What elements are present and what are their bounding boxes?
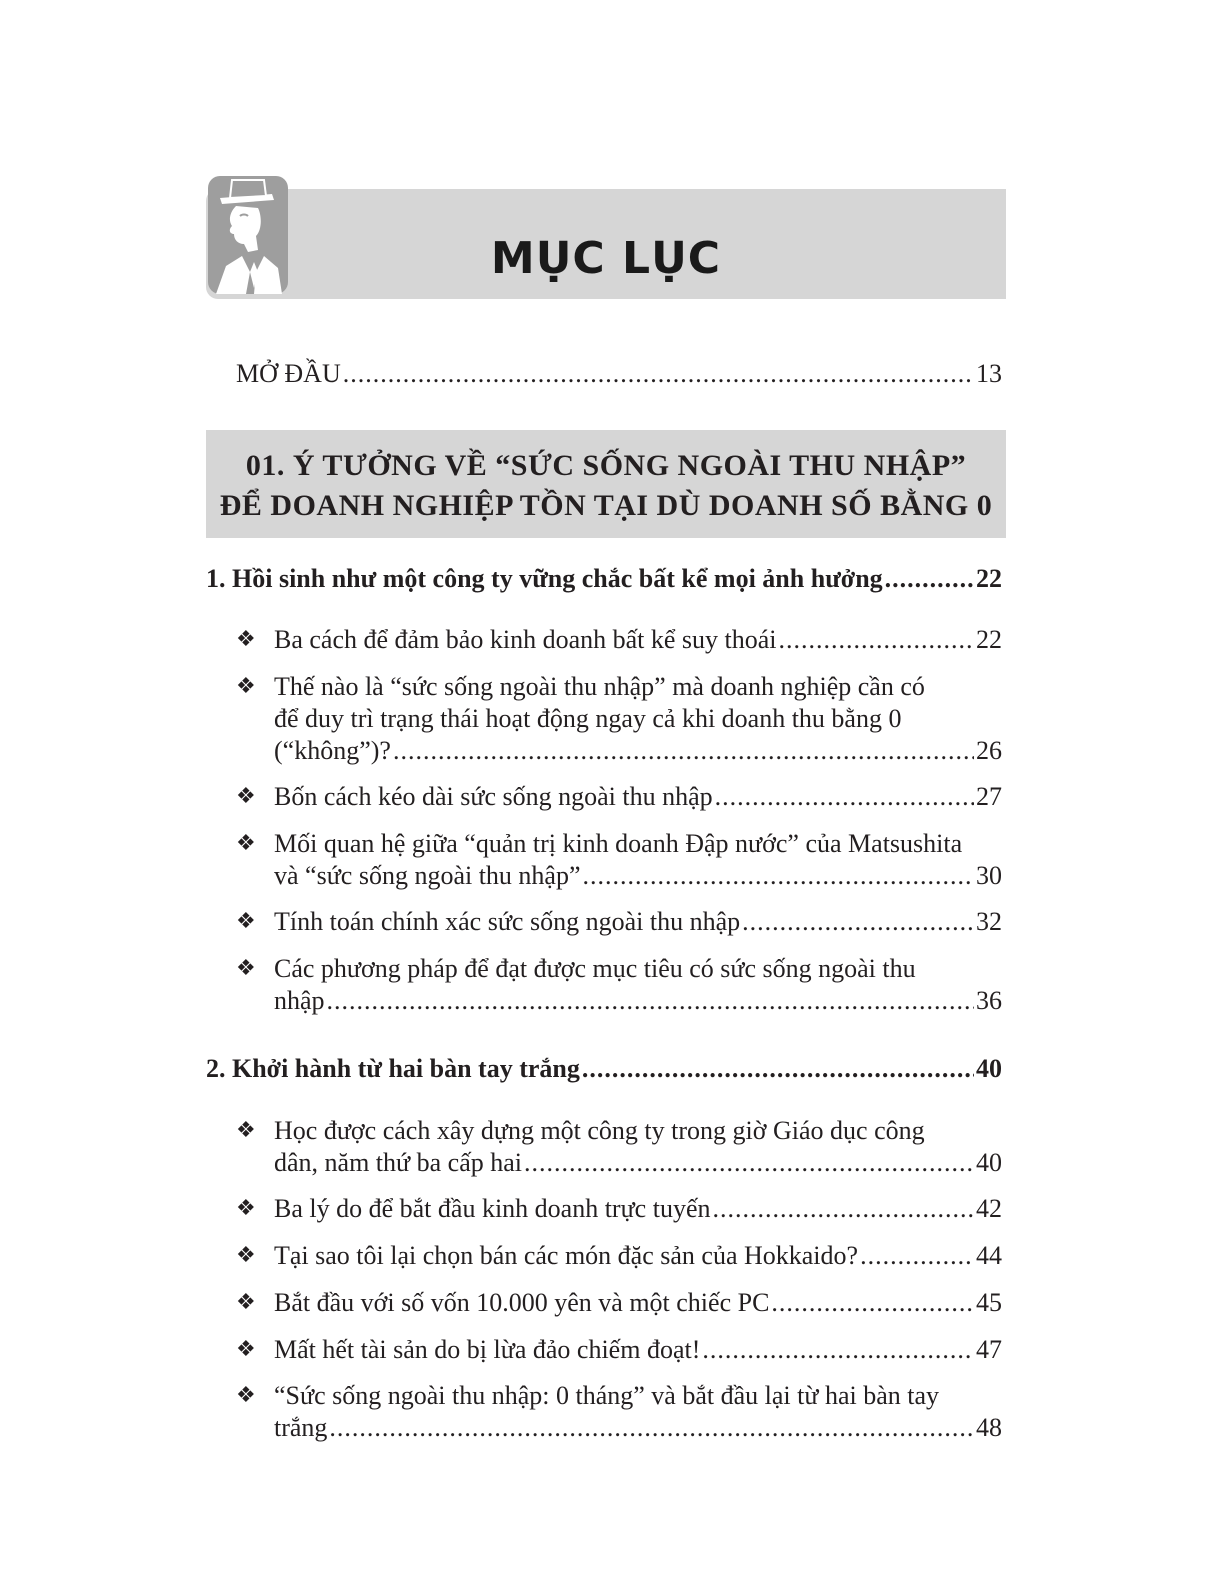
toc-item-line: Mối quan hệ giữa “quản trị kinh doanh Đập nước” của Matsushita [274, 829, 963, 858]
toc-page-number: 22 [976, 625, 1002, 654]
toc-page-number: 36 [976, 986, 1002, 1015]
dot-leader [771, 1287, 974, 1319]
toc-item[interactable] [236, 781, 1002, 813]
toc-item-line: để duy trì trạng thái hoạt động ngay cả khi doanh thu bằng 0 [274, 704, 902, 733]
diamond-bullet-icon: ❖ [236, 1383, 256, 1408]
dot-leader [715, 781, 974, 813]
toc-section-title: 2. Khởi hành từ hai bàn tay trắng [206, 1054, 580, 1083]
toc-item[interactable] [236, 1193, 1002, 1225]
diamond-bullet-icon: ❖ [236, 1196, 256, 1221]
toc-page-number: 27 [976, 782, 1002, 811]
toc-item-line: Học được cách xây dựng một công ty trong giờ Giáo dục công [274, 1116, 925, 1145]
dot-leader [702, 1334, 974, 1366]
dot-leader [524, 1147, 974, 1179]
toc-item-label: Tại sao tôi lại chọn bán các món đặc sản của Hokkaido? [274, 1241, 859, 1270]
toc-item-label: dân, năm thứ ba cấp hai [274, 1148, 523, 1177]
toc-item[interactable] [236, 1287, 1002, 1319]
toc-page-number: 32 [976, 907, 1002, 936]
toc-item-label: trắng [274, 1413, 328, 1442]
toc-item[interactable] [236, 828, 1002, 892]
dot-leader [860, 1240, 974, 1272]
toc-page-number: 47 [976, 1335, 1002, 1364]
diamond-bullet-icon: ❖ [236, 674, 256, 699]
toc-item[interactable] [236, 953, 1002, 1017]
toc-item[interactable] [236, 1115, 1002, 1179]
diamond-bullet-icon: ❖ [236, 627, 256, 652]
dot-leader [713, 1193, 975, 1225]
toc-item-line: “Sức sống ngoài thu nhập: 0 tháng” và bắt đầu lại từ hai bàn tay [274, 1381, 940, 1410]
toc-page-number: 48 [976, 1413, 1002, 1442]
diamond-bullet-icon: ❖ [236, 1337, 256, 1362]
toc-item-label: Bắt đầu với số vốn 10.000 yên và một chiếc PC [274, 1288, 770, 1317]
toc-item-label: (“không”)? [274, 736, 391, 765]
toc-item[interactable] [236, 671, 1002, 767]
dot-leader [343, 358, 974, 390]
toc-item[interactable] [236, 1240, 1002, 1272]
toc-item-line: Thế nào là “sức sống ngoài thu nhập” mà doanh nghiệp cần có [274, 672, 925, 701]
diamond-bullet-icon: ❖ [236, 1118, 256, 1143]
dot-leader [742, 906, 974, 938]
toc-section-2[interactable] [206, 1053, 1002, 1085]
dot-leader [779, 624, 974, 656]
toc-section-1[interactable] [206, 563, 1002, 595]
toc-page-number: 40 [976, 1148, 1002, 1177]
toc-item-label: nhập [274, 986, 325, 1015]
toc-page-number: 30 [976, 861, 1002, 890]
toc-item-label: Mất hết tài sản do bị lừa đảo chiếm đoạt! [274, 1335, 701, 1364]
toc-item-line: Các phương pháp để đạt được mục tiêu có sức sống ngoài thu [274, 954, 916, 983]
toc-item[interactable] [236, 1380, 1002, 1444]
toc-page-number: 22 [976, 564, 1002, 593]
toc-item[interactable] [236, 906, 1002, 938]
toc-entry-intro[interactable] [236, 358, 1002, 390]
toc-item[interactable] [236, 1334, 1002, 1366]
toc-page-number: 26 [976, 736, 1002, 765]
toc-item-label: và “sức sống ngoài thu nhập” [274, 861, 581, 890]
toc-page-number: 44 [976, 1241, 1002, 1270]
dot-leader [327, 985, 974, 1017]
toc-item-label: Bốn cách kéo dài sức sống ngoài thu nhập [274, 782, 713, 811]
diamond-bullet-icon: ❖ [236, 956, 256, 981]
dot-leader [583, 860, 974, 892]
toc-item-label: Ba cách để đảm bảo kinh doanh bất kể suy thoái [274, 625, 777, 654]
diamond-bullet-icon: ❖ [236, 784, 256, 809]
dot-leader [582, 1053, 974, 1085]
chapter-title [206, 446, 1006, 526]
chapter-title-line-2: ĐỂ DOANH NGHIỆP TỒN TẠI DÙ DOANH SỐ BẰNG 0 [219, 489, 993, 522]
dot-leader [329, 1412, 974, 1444]
chapter-title-line-1: 01. Ý TƯỞNG VỀ “SỨC SỐNG NGOÀI THU NHẬP” [245, 449, 967, 482]
toc-item-label: Tính toán chính xác sức sống ngoài thu nhập [274, 907, 741, 936]
toc-page-number: 45 [976, 1288, 1002, 1317]
toc-page-number: 42 [976, 1194, 1002, 1223]
diamond-bullet-icon: ❖ [236, 1290, 256, 1315]
page-title: MỤC LỤC [490, 233, 722, 284]
dot-leader [393, 735, 974, 767]
toc-page-number: 40 [976, 1054, 1002, 1083]
toc-section-title: 1. Hồi sinh như một công ty vững chắc bất kể mọi ảnh hưởng [206, 564, 883, 593]
toc-entry-label: MỞ ĐẦU [236, 359, 341, 388]
dot-leader [885, 563, 974, 595]
toc-page-number: 13 [976, 359, 1002, 388]
diamond-bullet-icon: ❖ [236, 831, 256, 856]
toc-item[interactable] [236, 624, 1002, 656]
diamond-bullet-icon: ❖ [236, 1243, 256, 1268]
diamond-bullet-icon: ❖ [236, 909, 256, 934]
toc-item-label: Ba lý do để bắt đầu kinh doanh trực tuyến [274, 1194, 711, 1223]
